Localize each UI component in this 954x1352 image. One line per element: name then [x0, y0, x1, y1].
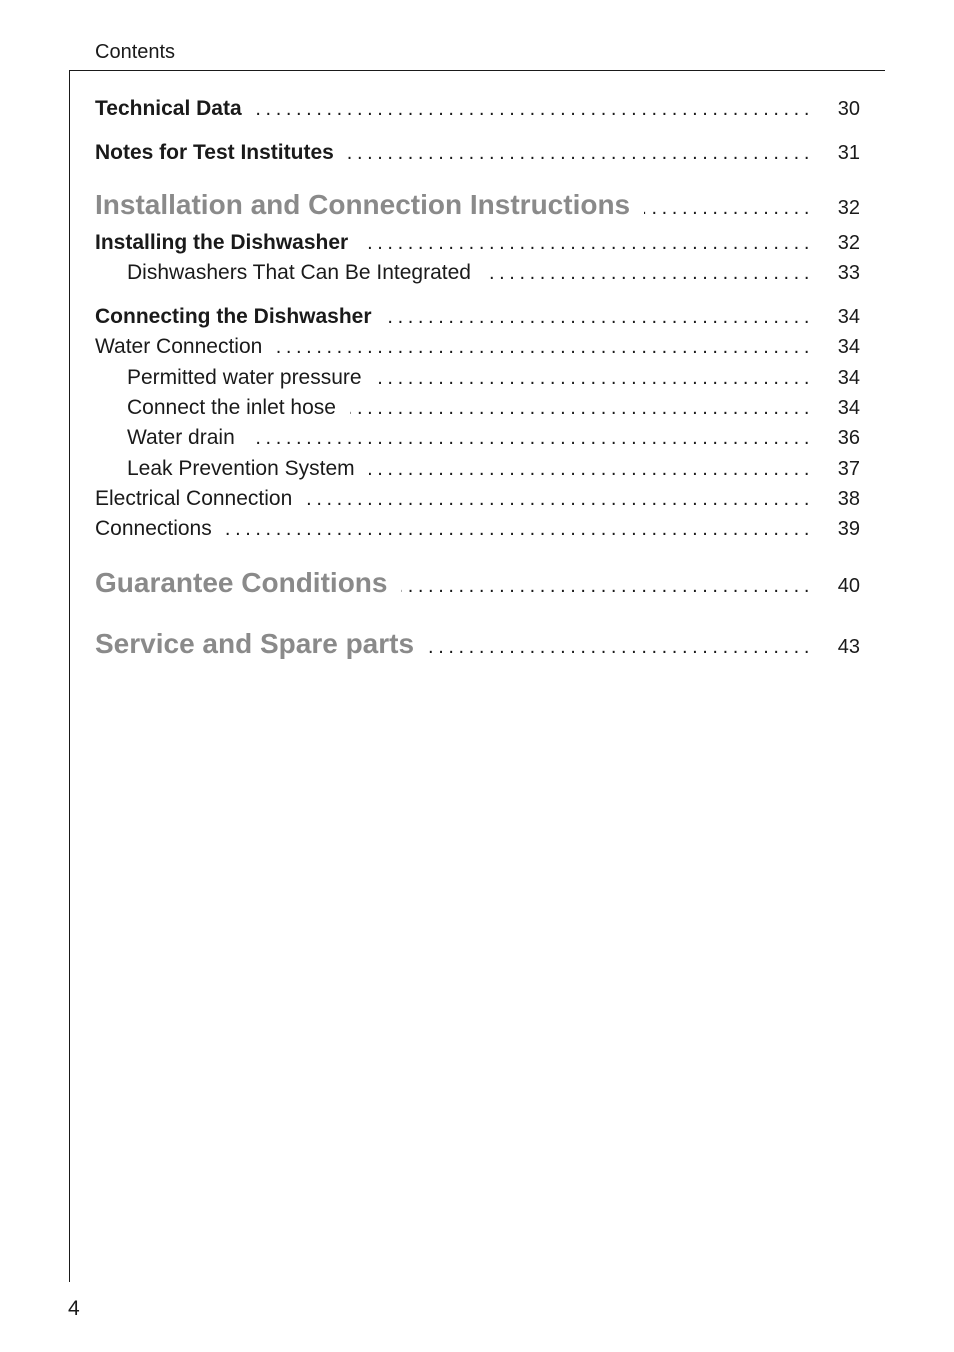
- dot-leader: [428, 627, 814, 667]
- toc-entry-water-pressure[interactable]: [95, 363, 860, 393]
- toc-entry-page: 34: [837, 336, 860, 359]
- toc-entry-label: Connections: [95, 517, 212, 541]
- header-rule: [69, 70, 885, 71]
- dot-leader: [401, 566, 814, 606]
- toc-section-service[interactable]: [95, 624, 860, 667]
- toc-section-label: Guarantee Conditions: [95, 566, 388, 598]
- toc-entry-integrated[interactable]: [95, 258, 860, 288]
- dot-leader: [249, 424, 814, 453]
- toc-entry-label: Electrical Connection: [95, 486, 293, 510]
- toc-entry-leak-prevention[interactable]: [95, 454, 860, 484]
- toc-entry-page: 40: [837, 574, 860, 597]
- toc-entry-page: 34: [837, 397, 860, 420]
- toc-entry-page: 32: [837, 231, 860, 254]
- toc-entry-page: 31: [837, 142, 860, 165]
- toc-entry-label: Water Connection: [95, 335, 263, 359]
- toc-entry-label: Dishwashers That Can Be Integrated: [127, 260, 471, 284]
- dot-leader: [348, 139, 814, 168]
- dot-leader: [644, 188, 814, 228]
- toc-entry-water-drain[interactable]: [95, 423, 860, 453]
- toc-section-guarantee[interactable]: [95, 563, 860, 606]
- toc-entry-page: 38: [837, 487, 860, 510]
- toc-entry-page: 37: [837, 457, 860, 480]
- toc-entry-label: Technical Data: [95, 97, 242, 120]
- toc-entry-connections[interactable]: [95, 514, 860, 544]
- toc-entry-label: Permitted water pressure: [127, 365, 362, 389]
- toc-entry-label: Connecting the Dishwasher: [95, 305, 372, 329]
- dot-leader: [362, 229, 814, 258]
- page-number: 4: [68, 1297, 80, 1320]
- table-of-contents: [95, 94, 860, 667]
- margin-rule: [69, 70, 70, 1282]
- dot-leader: [350, 394, 814, 423]
- dot-leader: [306, 485, 814, 514]
- toc-entry-electrical-connection[interactable]: [95, 484, 860, 514]
- toc-entry-connecting-dishwasher[interactable]: [95, 302, 860, 332]
- toc-entry-water-connection[interactable]: [95, 332, 860, 362]
- toc-entry-page: 34: [837, 366, 860, 389]
- toc-section-label: Service and Spare parts: [95, 627, 415, 659]
- dot-leader: [485, 259, 814, 288]
- toc-entry-page: 32: [837, 196, 860, 219]
- toc-entry-notes-test-institutes[interactable]: [95, 138, 860, 168]
- toc-entry-page: 33: [837, 261, 860, 284]
- dot-leader: [376, 364, 814, 393]
- toc-entry-page: 30: [837, 98, 860, 120]
- toc-entry-installing-dishwasher[interactable]: [95, 228, 860, 258]
- toc-entry-label: Leak Prevention System: [127, 456, 355, 480]
- toc-entry-label: Notes for Test Institutes: [95, 141, 334, 165]
- toc-section-installation[interactable]: [95, 185, 860, 228]
- dot-leader: [256, 95, 814, 124]
- toc-entry-label: Installing the Dishwasher: [95, 230, 349, 254]
- dot-leader: [386, 303, 814, 332]
- dot-leader: [369, 455, 814, 484]
- toc-section-label: Installation and Connection Instructions: [95, 188, 631, 220]
- toc-entry-page: 34: [837, 306, 860, 329]
- toc-entry-page: 36: [837, 427, 860, 450]
- running-header: Contents: [95, 41, 176, 63]
- toc-entry-page: 43: [837, 635, 860, 658]
- dot-leader: [226, 515, 814, 544]
- toc-entry-inlet-hose[interactable]: [95, 393, 860, 423]
- toc-entry-label: Connect the inlet hose: [127, 396, 336, 420]
- toc-entry-technical-data[interactable]: [95, 94, 860, 124]
- toc-entry-page: 39: [837, 518, 860, 541]
- dot-leader: [276, 333, 814, 362]
- toc-entry-label: Water drain: [127, 426, 235, 450]
